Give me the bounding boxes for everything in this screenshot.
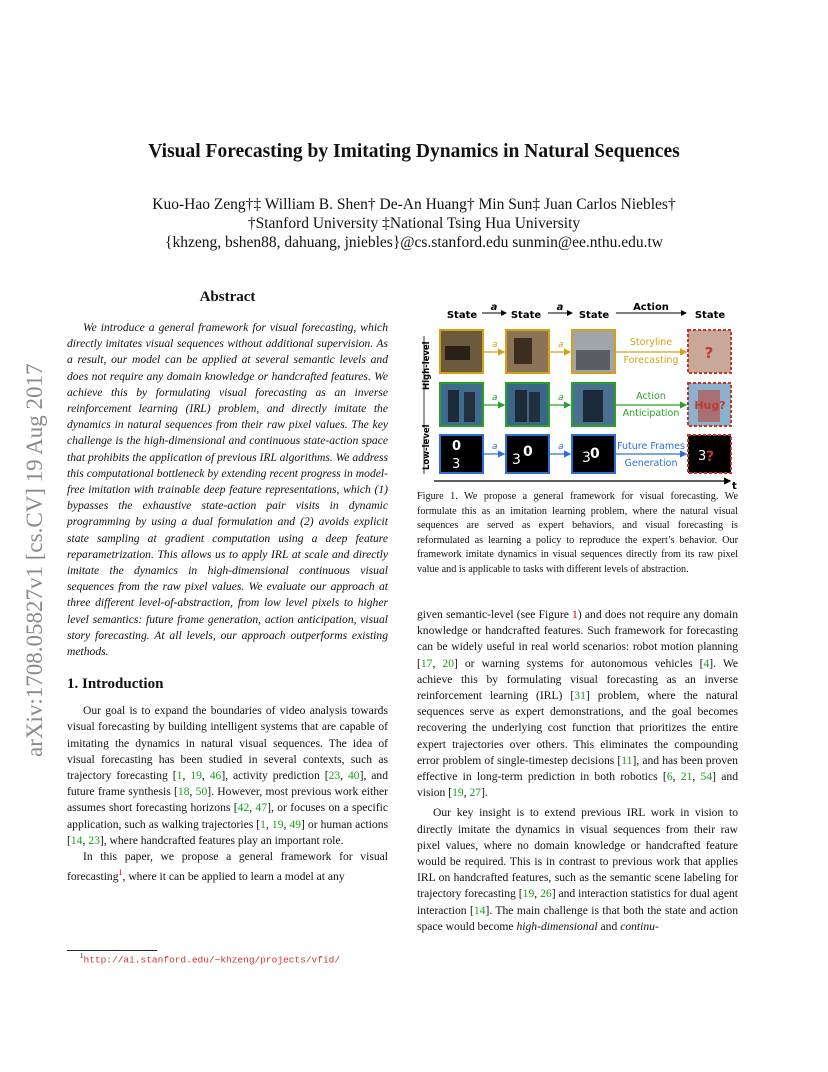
citation: 47 [255, 801, 268, 815]
storyline-label-2: Forecasting [623, 355, 679, 366]
author-block [0, 195, 828, 252]
citation: 27 [469, 786, 482, 800]
row-frames [440, 435, 731, 473]
citation: 19 [522, 887, 535, 901]
citation: 20 [442, 656, 454, 670]
citation: 11 [621, 753, 633, 767]
citation: 46 [209, 769, 222, 783]
citation: 26 [540, 887, 552, 901]
authors-line: Kuo-Hao Zeng†‡ William B. Shen† De-An Huang† Min Sun‡ Juan Carlos Niebles† [152, 196, 676, 213]
abstract-text: We introduce a general framework for visual forecasting, which directly imitates visual sequences without additional supervision. As a result, our model can be applied at several semantic levels and does not require any domain knowledge or handcrafted features. We achieve this by formulating visual forecasting as an inverse reinforcement learning (IRL) problem, and directly imitate the dynamics in natural sequences from their raw pixel values. The key challenge is the high-dimensional and continuous state-action space that prohibits the application of previous IRL algorithms. We address this computational bottleneck by extending recent progress in model-free imitation with trainable deep feature representations, which (1) bypasses the exhaustive state-action pair visits in dynamic programming by using a dual formulation and (2) avoids explicit state sampling at gradient computation using a deep feature reparametrization. This allows us to apply IRL at scale and directly imitate the dynamics in high-dimensional continuous visual sequences from the raw pixel values. We evaluate our approach at three different level-of-abstraction, from low level pixels to higher level semantics: future frame generation, action anticipation, visual story forecasting. At all levels, our approach outperforms existing methods. [67, 321, 388, 659]
arrow-a-label: a [492, 340, 498, 350]
svg-text:3: 3 [698, 449, 707, 464]
figure-1 [418, 298, 740, 490]
header-state-4: State [694, 310, 726, 321]
right-column [417, 607, 738, 935]
emails-line: {khzeng, bshen88, dahuang, jniebles}@cs.stanford.edu sunmin@ee.nthu.edu.tw [165, 234, 663, 251]
figure-1-diagram [418, 298, 740, 490]
left-column [67, 289, 388, 885]
citation: 14 [473, 903, 486, 917]
right-paragraph-1: given semantic-level (see Figure 1) and does not require any domain knowledge or handcrafted features. Such framework for forecasting can be widely useful in real world scenarios: robot motion planning [17, 20] or warning systems for autonomous vehicles [4]. We achieve this by formulating visual forecasting as an inverse reinforcement learning (IRL) [31] problem, where the natural sequences serve as expert demonstrations, and the goal becomes recovering the underlying cost function that prioritizes the entire expert trajectories over others. This eliminates the compounding error problem of single-timestep decisions [11], and has been proven effective in long-term prediction in both robotics [6, 21, 54] and vision [19, 27]. [417, 608, 739, 800]
header-state-2: State [510, 310, 542, 321]
footnote-marker: 1 [118, 868, 123, 878]
footnote [80, 952, 340, 965]
row-action [440, 383, 731, 426]
header-a-2: a [556, 302, 564, 313]
row-label-high: High-level [422, 341, 432, 390]
svg-text:0: 0 [523, 444, 533, 460]
frames-label-2: Generation [624, 458, 678, 469]
citation: 49 [289, 817, 302, 831]
intro-heading: 1. Introduction [67, 676, 164, 693]
citation: 1 [176, 769, 183, 783]
svg-text:0: 0 [590, 446, 600, 462]
svg-text:3: 3 [512, 452, 521, 468]
arrow-a-label: a [558, 442, 564, 452]
svg-text:3: 3 [582, 450, 591, 466]
action-label-1: Action [636, 391, 666, 402]
action-result: Hug? [694, 399, 726, 412]
storyline-result: ? [704, 344, 714, 362]
row-storyline [440, 330, 731, 373]
figure-reference[interactable]: 1 [572, 608, 578, 621]
citation: 40 [348, 769, 360, 783]
header-state-1: State [446, 310, 478, 321]
row-label-low: Low-level [422, 424, 432, 470]
svg-text:3: 3 [452, 457, 461, 472]
citation: 14 [70, 833, 83, 847]
footnote-rule [67, 950, 157, 951]
right-paragraph-2: Our key insight is to extend previous IRL work in vision to directly imitate the dynamics in visual sequences from their raw pixel values, where no domain knowledge or handcrafted feature would be required. This is in contrast to previous work that applies IRL on handcrafted features, such as the semantic scene labeling for trajectory forecasting [19, 26] and interaction statistics for dual agent interaction [14]. The main challenge is that both the state and action space would become high-dimensional and continu- [417, 806, 738, 933]
citation: 31 [574, 689, 586, 703]
svg-text:0: 0 [452, 439, 462, 454]
citation: 6 [666, 770, 673, 784]
frames-label-1: Future Frames [617, 441, 685, 452]
citation: 19 [452, 786, 464, 800]
intro-paragraph-1: Our goal is to expand the boundaries of video analysis towards visual forecasting by building intelligent systems that are capable of imitating the dynamics in natural visual sequences. The idea of visual forecasting has been studied in several contexts, such as trajectory forecasting [1, 19, 46], activity prediction [23, 40], and future frame synthesis [18, 50]. However, most previous work either assumes short forecasting horizons [42, 47], or focuses on a specific application, such as walking trajectories [1, 19, 49] or human actions [14, 23], where handcrafted features play an important role. [67, 704, 389, 847]
citation: 17 [420, 656, 433, 670]
arxiv-stamp [12, 270, 52, 760]
arrow-a-label: a [558, 393, 564, 403]
citation: 1 [260, 817, 266, 831]
arrow-a-label: a [558, 340, 564, 350]
citation: 54 [700, 770, 713, 784]
header-a-1: a [490, 302, 498, 313]
figure-1-caption: Figure 1. We propose a general framework for visual forecasting. We formulate this as an imitation learning problem, where the natural visual sequences are served as expert behaviors, and visual forecasting is reformulated as learning a policy to reproduce the expert’s behavior. Our framework imitate dynamics in visual sequences directly from its raw pixel value and is applicable to tasks with different levels of abstraction. [417, 491, 738, 575]
footnote-number: 1 [80, 952, 84, 960]
footnote-url[interactable]: http://ai.stanford.edu/~khzeng/projects/vfid/ [83, 954, 341, 966]
citation: 19 [271, 817, 284, 831]
citation: 21 [680, 770, 693, 784]
citation: 42 [237, 801, 250, 815]
paper-title: Visual Forecasting by Imitating Dynamics in Natural Sequences [148, 141, 680, 162]
storyline-label-1: Storyline [629, 337, 673, 348]
header-state-3: State [578, 310, 610, 321]
action-label-2: Anticipation [622, 408, 680, 419]
citation: 19 [190, 769, 202, 783]
time-axis-label: t [732, 481, 737, 490]
frames-result: ? [705, 449, 715, 465]
citation: 50 [195, 785, 208, 799]
citation: 23 [88, 833, 100, 847]
abstract-heading: Abstract [199, 289, 256, 305]
header-action: Action [633, 302, 669, 313]
arrow-a-label: a [492, 393, 498, 403]
citation: 18 [177, 785, 190, 799]
citation: 23 [328, 769, 341, 783]
citation: 4 [703, 656, 710, 670]
arxiv-stamp-text: arXiv:1708.05827v1 [cs.CV] 19 Aug 2017 [22, 363, 47, 757]
arrow-a-label: a [492, 442, 498, 452]
intro-paragraph-2: In this paper, we propose a general framework for visual forecasting$^1$, where it can be applied to learn a model at any [67, 850, 388, 884]
affiliations-line: †Stanford University ‡National Tsing Hua University [247, 215, 581, 232]
